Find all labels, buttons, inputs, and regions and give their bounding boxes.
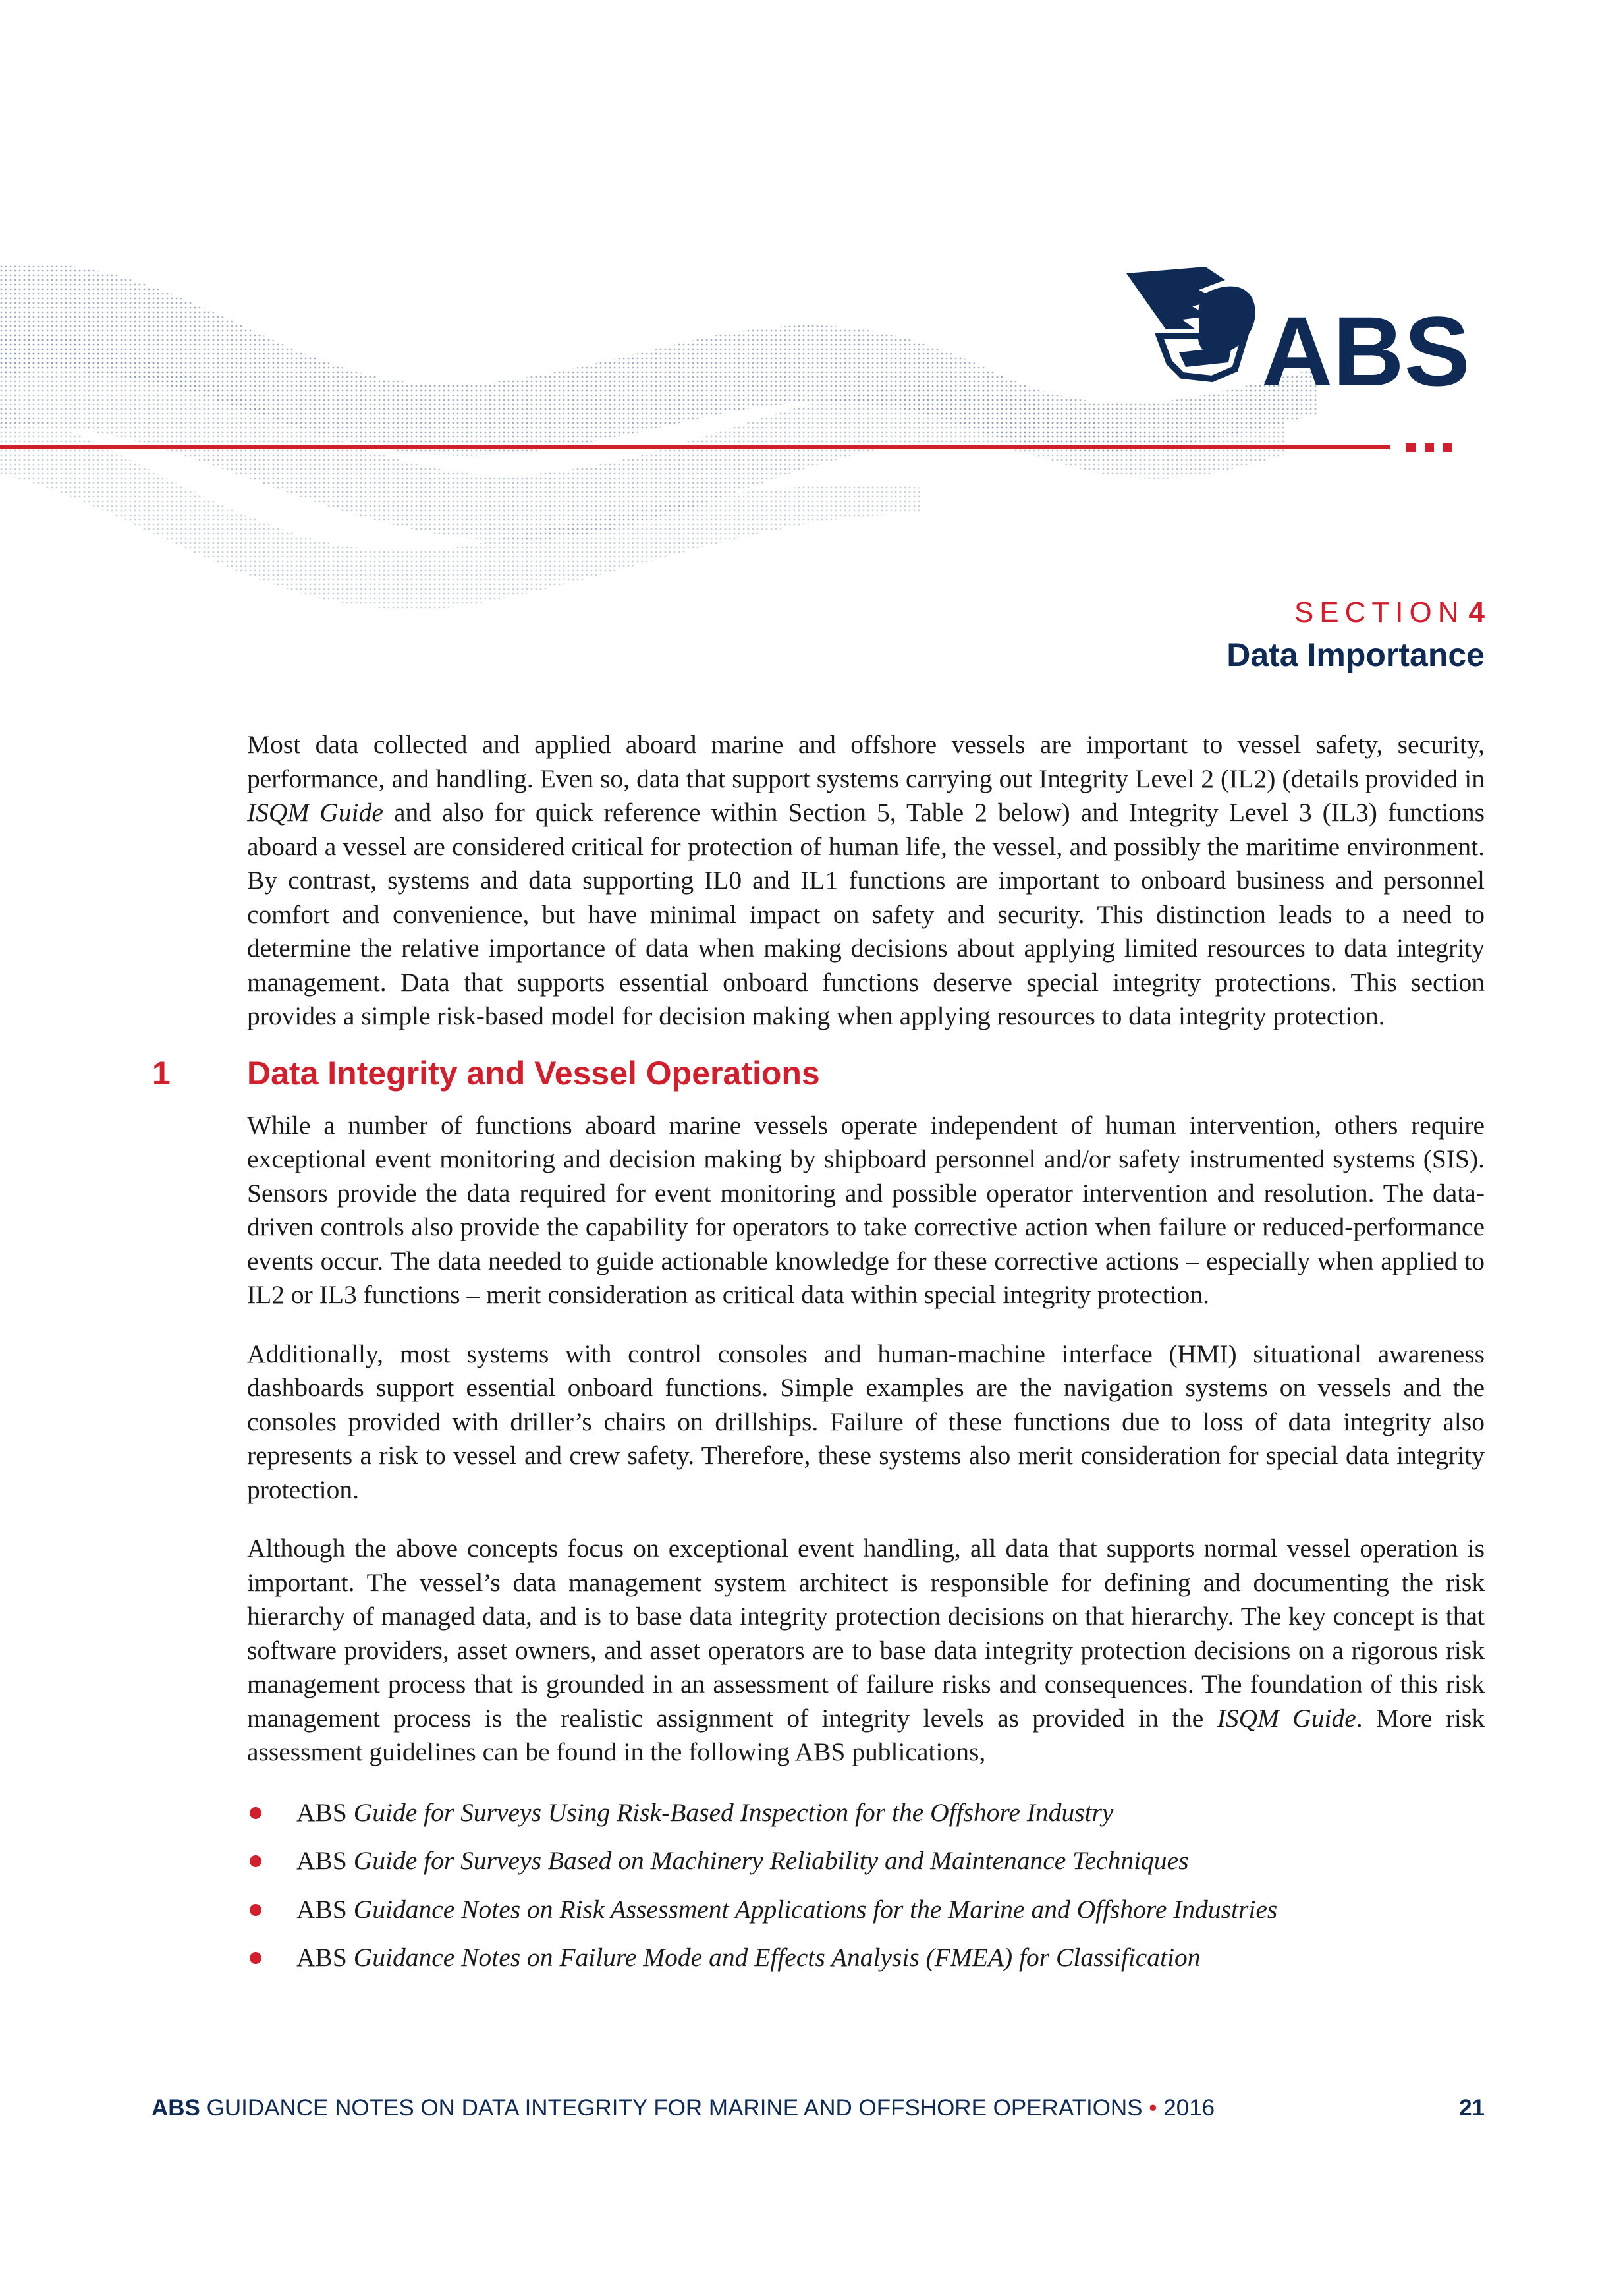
- reference-title: Guidance Notes on Failure Mode and Effects Analysis (FMEA) for Classification: [353, 1943, 1201, 1972]
- section-label-text: SECTION: [1294, 596, 1465, 629]
- section-label: [1294, 596, 1485, 629]
- intro-run: and also for quick reference within Section 5, Table 2 below) and Integrity Level 3 (IL3) functions aboard a vessel are considered critical for protection of human life, the vessel, and possibly the maritime environment. By contrast, systems and data supporting IL0 and IL1 functions are important to onboard business and personnel comfort and convenience, but have minimal impact on safety and security. This distinction leads to a need to determine the relative importance of data when making decisions about applying limited resources to data integrity management. Data that supports essential onboard functions deserve special integrity protections. This section provides a simple risk-based model for decision making when applying resources to data integrity protection.: [247, 798, 1485, 1030]
- reference-title: Guide for Surveys Using Risk-Based Inspection for the Offshore Industry: [353, 1797, 1114, 1827]
- subsection-title: Data Integrity and Vessel Operations: [247, 1054, 820, 1092]
- reference-title: Guide for Surveys Based on Machinery Reliability and Maintenance Techniques: [353, 1846, 1189, 1875]
- abs-logo: [1120, 254, 1475, 405]
- intro-run: ISQM Guide: [247, 798, 383, 827]
- bullet-icon: [250, 1904, 261, 1916]
- bullet-icon: [250, 1807, 261, 1819]
- section-number: 4: [1468, 596, 1485, 629]
- reference-prefix: ABS: [296, 1943, 354, 1972]
- footer-title: GUIDANCE NOTES ON DATA INTEGRITY FOR MARINE AND OFFSHORE OPERATIONS: [206, 2095, 1143, 2121]
- body-paragraph-3: [247, 1532, 1485, 1770]
- main-content: [152, 728, 1485, 1990]
- subsection-heading: [152, 1053, 1485, 1093]
- page-number: 21: [1459, 2095, 1485, 2121]
- reference-prefix: ABS: [296, 1797, 354, 1827]
- header-rule: [0, 445, 1390, 449]
- eagle-emblem-icon: [1126, 267, 1255, 379]
- subsection-number: 1: [152, 1054, 171, 1092]
- reference-item: [247, 1893, 1485, 1927]
- paragraph3-run: . More risk assessment guidelines can be found in the following ABS publications,: [247, 1703, 1485, 1766]
- footer-year: 2016: [1163, 2095, 1215, 2121]
- intro-run: Most data collected and applied aboard marine and offshore vessels are important to vessel safety, security, performance, and handling. Even so, data that support systems carrying out Integrity Level 2 (IL2) (details provided in: [247, 730, 1485, 793]
- body-paragraph-1: While a number of functions aboard marine vessels operate independent of human intervention, others require exceptional event monitoring and decision making by shipboard personnel and/or safety instrumented systems (SIS). Sensors provide the data required for event monitoring and possible operator intervention and resolution. The data-driven controls also provide the capability for operators to take corrective action when failure or reduced-performance events occur. The data needed to guide actionable knowledge for these corrective actions – especially when applied to IL2 or IL3 functions – merit consideration as critical data within special integrity protection.: [247, 1110, 1485, 1309]
- paragraph3-run: ISQM Guide: [1217, 1703, 1356, 1733]
- footer-brand: ABS: [151, 2095, 200, 2121]
- bullet-icon: [250, 1952, 261, 1964]
- reference-item: [247, 1796, 1485, 1830]
- intro-paragraph: [247, 728, 1485, 1034]
- reference-list: [247, 1796, 1485, 1975]
- page-footer: [151, 2095, 1485, 2128]
- body-paragraph-2: Additionally, most systems with control consoles and human-machine interface (HMI) situational awareness dashboards support essential onboard functions. Simple examples are the navigation systems on vessels and the consoles provided with driller’s chairs on drillships. Failure of these functions due to loss of data integrity also represents a risk to vessel and crew safety. Therefore, these systems also merit consideration for special data integrity protection.: [247, 1339, 1485, 1504]
- logo-text: ABS: [1261, 296, 1470, 405]
- paragraph3-run: Although the above concepts focus on exceptional event handling, all data that supports normal vessel operation is important. The vessel’s data management system architect is responsible for defining and documenting the risk hierarchy of managed data, and is to base data integrity protection decisions on that hierarchy. The key concept is that software providers, asset owners, and asset operators are to base data integrity protection decisions on a rigorous risk management process that is grounded in an assessment of failure risks and consequences. The foundation of this risk management process is the realistic assignment of integrity levels as provided in the: [247, 1534, 1485, 1733]
- reference-title: Guidance Notes on Risk Assessment Applications for the Marine and Offshore Industries: [353, 1894, 1278, 1924]
- header-rule-dots: [1406, 443, 1452, 452]
- reference-item: [247, 1941, 1485, 1975]
- section-title: Data Importance: [1226, 636, 1485, 673]
- reference-prefix: ABS: [296, 1846, 354, 1875]
- reference-item: [247, 1844, 1485, 1878]
- bullet-icon: [250, 1855, 261, 1867]
- footer-publication: [151, 2095, 1215, 2121]
- footer-bullet: •: [1149, 2095, 1157, 2121]
- reference-prefix: ABS: [296, 1894, 354, 1924]
